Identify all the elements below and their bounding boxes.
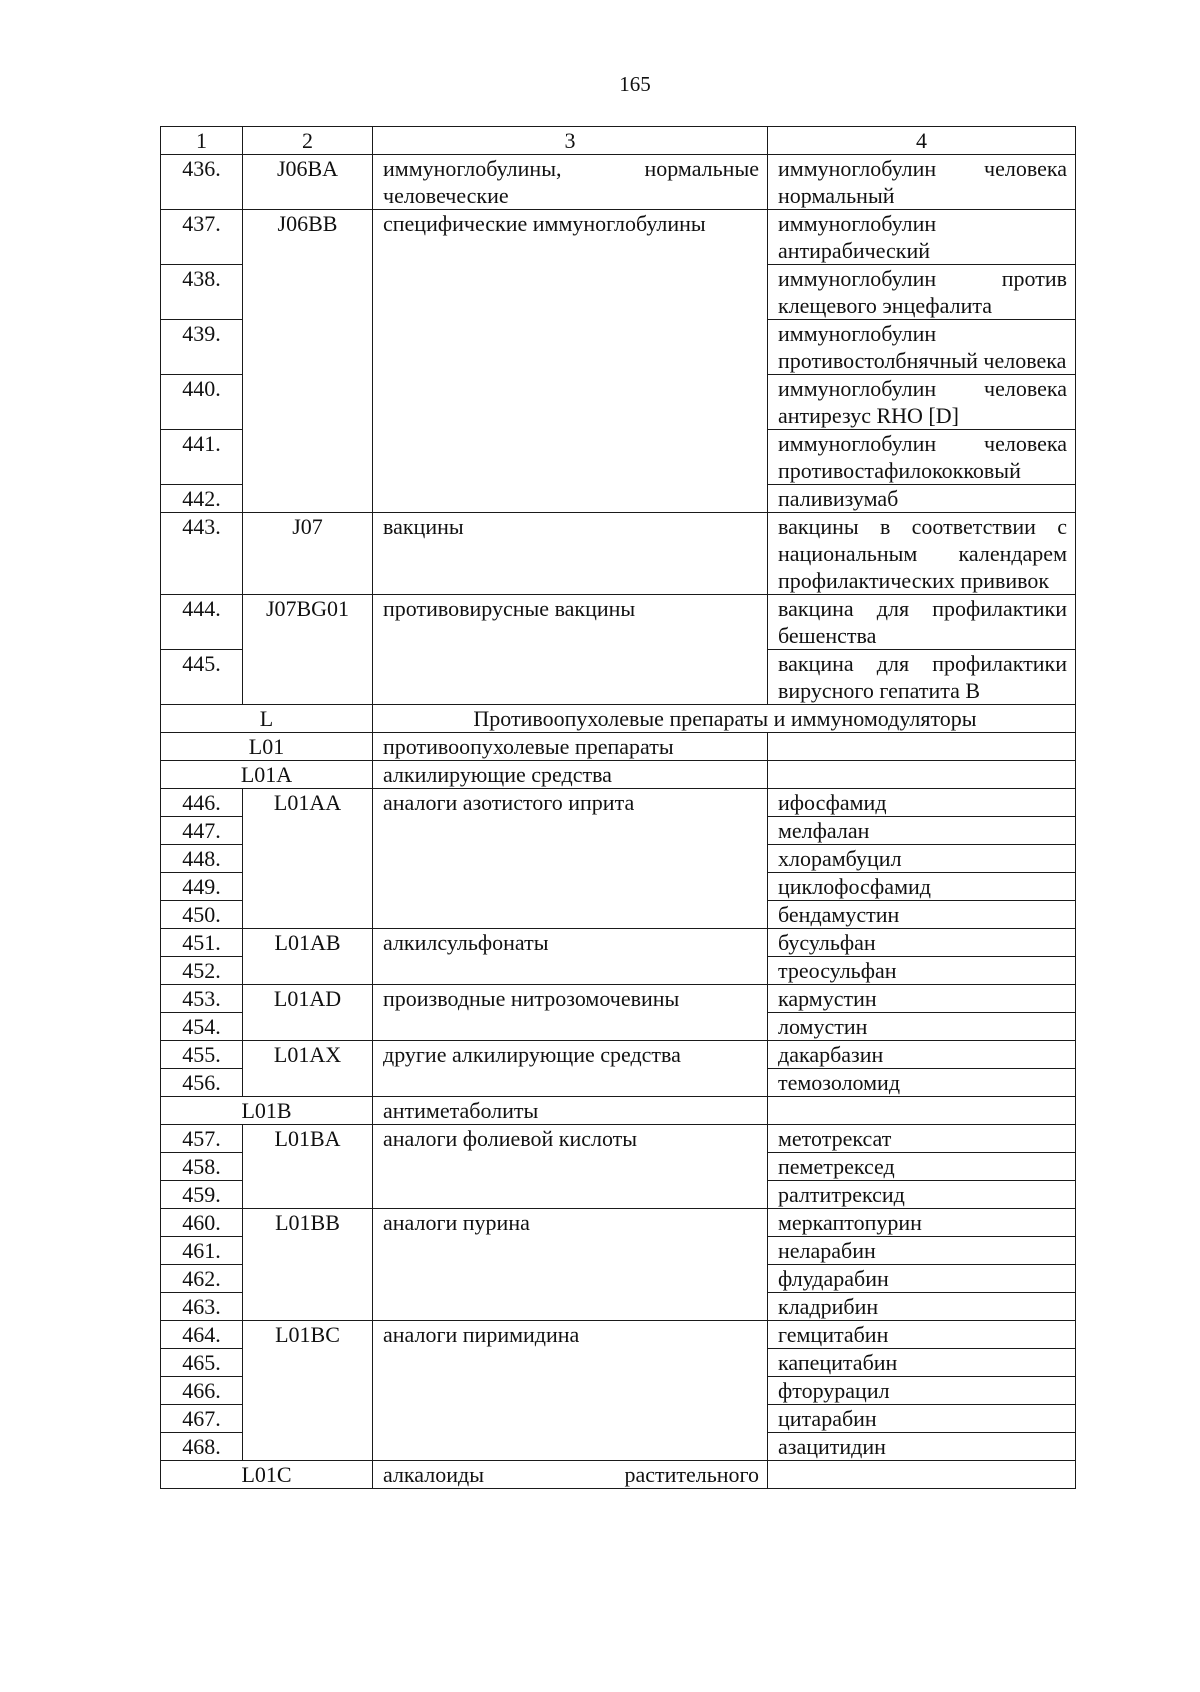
drug-name: капецитабин	[768, 1349, 1076, 1377]
table-row	[161, 985, 1076, 1013]
column-header-2: 2	[243, 127, 373, 155]
row-number: 464.	[161, 1321, 243, 1349]
atc-code: L01AX	[243, 1041, 373, 1097]
drug-name: кладрибин	[768, 1293, 1076, 1321]
drug-name: вакцина для профилактики вирусного гепатита В	[768, 650, 1076, 705]
atc-group: аналоги фолиевой кислоты	[373, 1125, 768, 1209]
row-number: 445.	[161, 650, 243, 705]
row-number: 459.	[161, 1181, 243, 1209]
row-number: 454.	[161, 1013, 243, 1041]
drug-classification-table	[160, 126, 1076, 1489]
subsection-row-L01B	[161, 1097, 1076, 1125]
row-number: 455.	[161, 1041, 243, 1069]
row-number: 448.	[161, 845, 243, 873]
empty-cell	[768, 1097, 1076, 1125]
subsection-code: L01A	[161, 761, 373, 789]
column-header-4: 4	[768, 127, 1076, 155]
drug-name: дакарбазин	[768, 1041, 1076, 1069]
table-row	[161, 595, 1076, 650]
atc-code: J07BG01	[243, 595, 373, 705]
atc-code: J06BB	[243, 210, 373, 513]
atc-group: другие алкилирующие средства	[373, 1041, 768, 1097]
drug-name: меркаптопурин	[768, 1209, 1076, 1237]
row-number: 467.	[161, 1405, 243, 1433]
drug-name: неларабин	[768, 1237, 1076, 1265]
table-row	[161, 1125, 1076, 1153]
row-number: 456.	[161, 1069, 243, 1097]
drug-name: иммуноглобулин антирабический	[768, 210, 1076, 265]
column-header-1: 1	[161, 127, 243, 155]
drug-name: цитарабин	[768, 1405, 1076, 1433]
drug-name: ломустин	[768, 1013, 1076, 1041]
atc-group: аналоги пиримидина	[373, 1321, 768, 1461]
row-number: 452.	[161, 957, 243, 985]
drug-name: иммуноглобулин против клещевого энцефалита	[768, 265, 1076, 320]
table-row	[161, 1041, 1076, 1069]
empty-cell	[768, 1461, 1076, 1489]
atc-group: противовирусные вакцины	[373, 595, 768, 705]
row-number: 457.	[161, 1125, 243, 1153]
drug-name: вакцины в соответствии с национальным календарем профилактических прививок	[768, 513, 1076, 595]
row-number: 453.	[161, 985, 243, 1013]
row-number: 466.	[161, 1377, 243, 1405]
atc-code: L01AB	[243, 929, 373, 985]
row-number: 439.	[161, 320, 243, 375]
drug-name: ифосфамид	[768, 789, 1076, 817]
subsection-title-right: растительного	[624, 1462, 759, 1487]
atc-group: иммуноглобулины, нормальные человеческие	[373, 155, 768, 210]
empty-cell	[768, 733, 1076, 761]
header-row	[161, 127, 1076, 155]
drug-name: метотрексат	[768, 1125, 1076, 1153]
column-header-3: 3	[373, 127, 768, 155]
drug-name: паливизумаб	[768, 485, 1076, 513]
row-number: 438.	[161, 265, 243, 320]
table-row	[161, 1321, 1076, 1349]
subsection-title	[373, 1461, 768, 1489]
drug-name: фторурацил	[768, 1377, 1076, 1405]
drug-name: пеметрексед	[768, 1153, 1076, 1181]
drug-name: иммуноглобулин человека нормальный	[768, 155, 1076, 210]
atc-group: производные нитрозомочевины	[373, 985, 768, 1041]
atc-group: вакцины	[373, 513, 768, 595]
drug-name: бендамустин	[768, 901, 1076, 929]
subsection-row-L01C	[161, 1461, 1076, 1489]
row-number: 441.	[161, 430, 243, 485]
subsection-code: L01B	[161, 1097, 373, 1125]
row-number: 437.	[161, 210, 243, 265]
row-number: 462.	[161, 1265, 243, 1293]
row-number: 444.	[161, 595, 243, 650]
row-number: 465.	[161, 1349, 243, 1377]
drug-name: иммуноглобулин человека противостафилококковый	[768, 430, 1076, 485]
drug-name: флударабин	[768, 1265, 1076, 1293]
row-number: 442.	[161, 485, 243, 513]
subsection-code: L01	[161, 733, 373, 761]
atc-group: алкилсульфонаты	[373, 929, 768, 985]
atc-group: аналоги азотистого иприта	[373, 789, 768, 929]
row-number: 443.	[161, 513, 243, 595]
row-number: 463.	[161, 1293, 243, 1321]
drug-name: темозоломид	[768, 1069, 1076, 1097]
atc-code: J07	[243, 513, 373, 595]
row-number: 450.	[161, 901, 243, 929]
empty-cell	[768, 761, 1076, 789]
drug-name: хлорамбуцил	[768, 845, 1076, 873]
subsection-code: L01C	[161, 1461, 373, 1489]
section-row-L	[161, 705, 1076, 733]
row-number: 440.	[161, 375, 243, 430]
drug-name: иммуноглобулин человека антирезус RHO [D]	[768, 375, 1076, 430]
table-row	[161, 210, 1076, 265]
section-code: L	[161, 705, 373, 733]
row-number: 446.	[161, 789, 243, 817]
drug-name: бусульфан	[768, 929, 1076, 957]
row-number: 458.	[161, 1153, 243, 1181]
table-row	[161, 1209, 1076, 1237]
row-number: 447.	[161, 817, 243, 845]
drug-name: иммуноглобулин противостолбнячный человека	[768, 320, 1076, 375]
atc-group: аналоги пурина	[373, 1209, 768, 1321]
atc-code: L01BA	[243, 1125, 373, 1209]
section-title: Противоопухолевые препараты и иммуномодуляторы	[373, 705, 1076, 733]
page-number: 165	[619, 72, 651, 96]
subsection-row-L01A	[161, 761, 1076, 789]
row-number: 436.	[161, 155, 243, 210]
row-number: 461.	[161, 1237, 243, 1265]
atc-group: специфические иммуноглобулины	[373, 210, 768, 513]
subsection-title: алкилирующие средства	[373, 761, 768, 789]
subsection-title: антиметаболиты	[373, 1097, 768, 1125]
drug-name: циклофосфамид	[768, 873, 1076, 901]
row-number: 451.	[161, 929, 243, 957]
drug-name: мелфалан	[768, 817, 1076, 845]
drug-name: кармустин	[768, 985, 1076, 1013]
subsection-row-L01	[161, 733, 1076, 761]
atc-code: L01BC	[243, 1321, 373, 1461]
drug-name: ралтитрексид	[768, 1181, 1076, 1209]
table-row	[161, 513, 1076, 595]
row-number: 460.	[161, 1209, 243, 1237]
drug-name: вакцина для профилактики бешенства	[768, 595, 1076, 650]
table-row	[161, 929, 1076, 957]
atc-code: L01BB	[243, 1209, 373, 1321]
subsection-title-left: алкалоиды	[383, 1462, 484, 1487]
drug-name: гемцитабин	[768, 1321, 1076, 1349]
atc-code: J06BA	[243, 155, 373, 210]
table-row	[161, 155, 1076, 210]
row-number: 468.	[161, 1433, 243, 1461]
atc-code: L01AD	[243, 985, 373, 1041]
drug-name: азацитидин	[768, 1433, 1076, 1461]
drug-name: треосульфан	[768, 957, 1076, 985]
subsection-title: противоопухолевые препараты	[373, 733, 768, 761]
row-number: 449.	[161, 873, 243, 901]
table-row	[161, 789, 1076, 817]
atc-code: L01AA	[243, 789, 373, 929]
